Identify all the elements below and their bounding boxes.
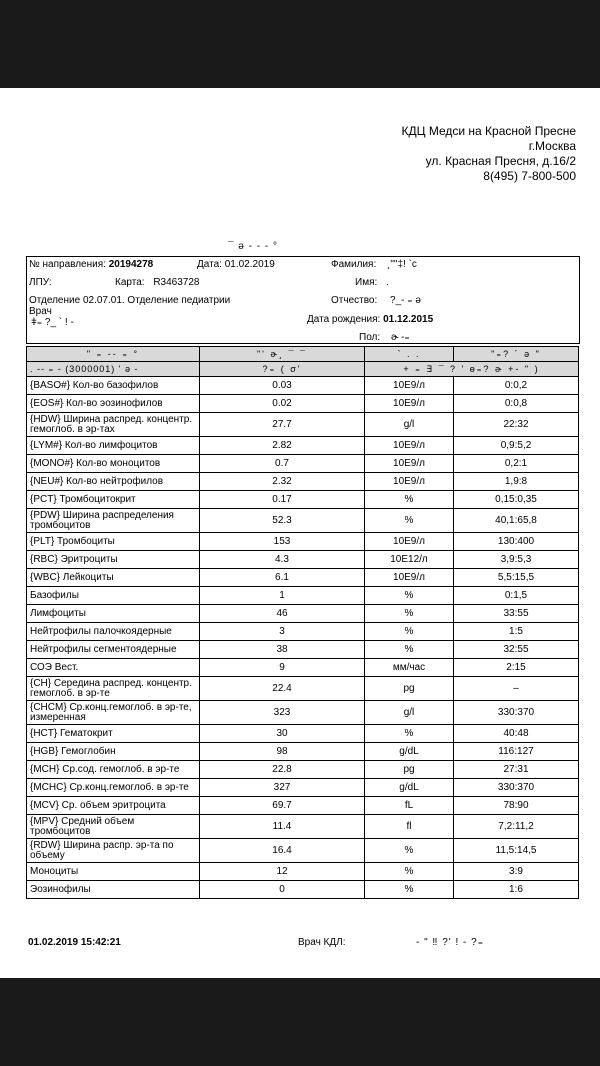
test-name: {MCHC} Ср.конц.гемоглоб. в эр-те [27, 779, 200, 797]
test-value: 153 [200, 533, 365, 551]
test-value: 3 [200, 623, 365, 641]
test-name: {CHCM} Ср.конц.гемоглоб. в эр-те, измеренная [27, 701, 200, 725]
sex-label: Пол: [359, 332, 381, 343]
test-reference: 0:0,2 [454, 377, 579, 395]
sex-value: ɚ -₌ [390, 332, 410, 343]
test-value: 38 [200, 641, 365, 659]
table-row [27, 569, 579, 587]
test-value: 30 [200, 725, 365, 743]
test-unit: % [365, 491, 454, 509]
test-value: 0 [200, 881, 365, 899]
table-row [27, 797, 579, 815]
card-label: Карта: [115, 277, 145, 288]
doctor-label: Врач [29, 306, 52, 317]
table-row [27, 815, 579, 839]
test-reference: 33:55 [454, 605, 579, 623]
test-unit: 10E9/л [365, 569, 454, 587]
test-reference: 2:15 [454, 659, 579, 677]
clinic-phone: 8(495) 7-800-500 [483, 169, 576, 183]
table-row [27, 551, 579, 569]
column-header-result: "' ɚ¸ ¯ ¯ [200, 347, 365, 362]
test-value: 22.8 [200, 761, 365, 779]
test-unit: g/l [365, 413, 454, 437]
test-unit: 10E12/л [365, 551, 454, 569]
test-reference: 40:48 [454, 725, 579, 743]
surname-value: ¸""‡! `c [387, 259, 417, 270]
test-name: Нейтрофилы сегментоядерные [27, 641, 200, 659]
department-value: 02.07.01. Отделение педиатрии [82, 295, 231, 306]
test-value: 52.3 [200, 509, 365, 533]
test-value: 0.7 [200, 455, 365, 473]
patient-header [26, 256, 580, 344]
test-value: 11.4 [200, 815, 365, 839]
table-row [27, 437, 579, 455]
test-name: {PCT} Тромбоцитокрит [27, 491, 200, 509]
table-row [27, 761, 579, 779]
test-unit: g/l [365, 701, 454, 725]
test-name: {BASO#} Кол-во базофилов [27, 377, 200, 395]
clinic-name: КДЦ Медси на Красной Пресне [401, 124, 576, 138]
test-value: 4.3 [200, 551, 365, 569]
test-unit: % [365, 839, 454, 863]
test-value: 12 [200, 863, 365, 881]
test-value: 327 [200, 779, 365, 797]
test-reference: 330:370 [454, 779, 579, 797]
table-row [27, 743, 579, 761]
test-value: 22.4 [200, 677, 365, 701]
test-reference: 5,5:15,5 [454, 569, 579, 587]
test-reference: 78:90 [454, 797, 579, 815]
table-row [27, 641, 579, 659]
doctor-value: ǂ₌ ?_ ` ! - [31, 317, 74, 328]
table-row [27, 509, 579, 533]
test-unit: g/dL [365, 743, 454, 761]
test-name: {HDW} Ширина распред. концентр. гемоглоб. в эр-тах [27, 413, 200, 437]
table-row [27, 701, 579, 725]
lab-doctor-label: Врач КДЛ: [298, 937, 346, 948]
test-name: {MCH} Ср.сод. гемоглоб. в эр-те [27, 761, 200, 779]
test-unit: fl [365, 815, 454, 839]
report-title: ¯ ə - - - ° [228, 241, 278, 252]
test-unit: % [365, 509, 454, 533]
card-value: R3463728 [153, 277, 200, 288]
test-unit: % [365, 605, 454, 623]
test-reference: 11,5:14,5 [454, 839, 579, 863]
table-row [27, 605, 579, 623]
test-name: {MCV} Ср. объем эритроцита [27, 797, 200, 815]
test-value: 2.82 [200, 437, 365, 455]
test-unit: % [365, 725, 454, 743]
patronymic-value: ?_- ₌ ə [390, 295, 421, 306]
table-row [27, 533, 579, 551]
clinic-city: г.Москва [528, 139, 576, 153]
report-page [0, 88, 600, 978]
test-value: 2.32 [200, 473, 365, 491]
test-name: Лимфоциты [27, 605, 200, 623]
test-reference: 3:9 [454, 863, 579, 881]
test-reference: 32:55 [454, 641, 579, 659]
test-reference: 0,15:0,35 [454, 491, 579, 509]
test-unit: мм/час [365, 659, 454, 677]
test-value: 9 [200, 659, 365, 677]
group-title: . -- ₌ - (3000001) ' ə - [27, 362, 200, 377]
table-row [27, 659, 579, 677]
test-name: {NEU#} Кол-во нейтрофилов [27, 473, 200, 491]
name-label: Имя: [355, 277, 378, 288]
test-unit: % [365, 623, 454, 641]
test-unit: pg [365, 677, 454, 701]
test-unit: 10E9/л [365, 473, 454, 491]
test-name: {PDW} Ширина распределения тромбоцитов [27, 509, 200, 533]
test-value: 0.17 [200, 491, 365, 509]
table-row [27, 455, 579, 473]
test-unit: g/dL [365, 779, 454, 797]
report-datetime: 01.02.2019 15:42:21 [28, 937, 121, 948]
direction-value: 20194278 [108, 259, 154, 270]
test-unit: % [365, 641, 454, 659]
table-row [27, 839, 579, 863]
test-name: Нейтрофилы палочкоядерные [27, 623, 200, 641]
test-name: {HCT} Гематокрит [27, 725, 200, 743]
test-reference: 1:6 [454, 881, 579, 899]
test-unit: 10E9/л [365, 395, 454, 413]
results-table [26, 346, 579, 899]
test-name: {RDW} Ширина распр. эр-та по объему [27, 839, 200, 863]
table-row [27, 491, 579, 509]
test-reference: 7,2:11,2 [454, 815, 579, 839]
test-name: {RBC} Эритроциты [27, 551, 200, 569]
test-reference: 0,9:5,2 [454, 437, 579, 455]
test-name: {EOS#} Кол-во эозинофилов [27, 395, 200, 413]
test-reference: 1,9:8 [454, 473, 579, 491]
test-value: 69.7 [200, 797, 365, 815]
table-row [27, 473, 579, 491]
test-value: 1 [200, 587, 365, 605]
test-name: {MPV} Средний объем тромбоцитов [27, 815, 200, 839]
test-unit: 10E9/л [365, 533, 454, 551]
test-value: 16.4 [200, 839, 365, 863]
table-row [27, 377, 579, 395]
date-value: 01.02.2019 [224, 259, 275, 270]
table-header-row [27, 347, 579, 362]
test-unit: % [365, 863, 454, 881]
test-reference: 130:400 [454, 533, 579, 551]
birth-value: 01.12.2015 [383, 314, 434, 325]
table-row [27, 395, 579, 413]
test-reference: 0:0,8 [454, 395, 579, 413]
test-reference: 3,9:5,3 [454, 551, 579, 569]
test-name: {WBC} Лейкоциты [27, 569, 200, 587]
test-name: {LYM#} Кол-во лимфоцитов [27, 437, 200, 455]
test-reference: – [454, 677, 579, 701]
test-unit: 10E9/л [365, 437, 454, 455]
test-name: Базофилы [27, 587, 200, 605]
group-result: ?₌ ( σ' [200, 362, 365, 377]
test-name: СОЭ Вест. [27, 659, 200, 677]
clinic-info [402, 124, 577, 184]
test-reference: 330:370 [454, 701, 579, 725]
test-value: 0.03 [200, 377, 365, 395]
table-row [27, 623, 579, 641]
test-reference: 0,2:1 [454, 455, 579, 473]
table-row [27, 413, 579, 437]
lpu-label: ЛПУ: [29, 277, 52, 288]
test-value: 46 [200, 605, 365, 623]
name-value: . [386, 277, 389, 288]
column-header-reference: "₌? ´ ə " [454, 347, 579, 362]
test-unit: % [365, 881, 454, 899]
table-row [27, 725, 579, 743]
column-header-unit: ` . . [365, 347, 454, 362]
test-name: Эозинофилы [27, 881, 200, 899]
test-unit: fL [365, 797, 454, 815]
column-header-test: " ₌ -- ₌ ° [27, 347, 200, 362]
table-row [27, 779, 579, 797]
test-reference: 40,1:65,8 [454, 509, 579, 533]
date-label: Дата: [197, 259, 222, 270]
test-unit: pg [365, 761, 454, 779]
table-row [27, 863, 579, 881]
test-unit: 10E9/л [365, 455, 454, 473]
test-value: 98 [200, 743, 365, 761]
test-name: {MONO#} Кол-во моноцитов [27, 455, 200, 473]
test-unit: 10E9/л [365, 377, 454, 395]
test-reference: 27:31 [454, 761, 579, 779]
clinic-address: ул. Красная Пресня, д.16/2 [425, 154, 576, 168]
table-group-row [27, 362, 579, 377]
test-name: {PLT} Тромбоциты [27, 533, 200, 551]
patronymic-label: Отчество: [331, 295, 378, 306]
test-value: 6.1 [200, 569, 365, 587]
table-row [27, 587, 579, 605]
test-value: 323 [200, 701, 365, 725]
test-value: 27.7 [200, 413, 365, 437]
test-name: Моноциты [27, 863, 200, 881]
surname-label: Фамилия: [331, 259, 377, 270]
test-reference: 1:5 [454, 623, 579, 641]
test-name: {CH} Середина распред. концентр. гемоглоб. в эр-те [27, 677, 200, 701]
table-row [27, 881, 579, 899]
direction-label: № направления: [29, 259, 106, 270]
lab-doctor-value: - " ‼ ?' ! - ?₌ [416, 937, 484, 948]
table-row [27, 677, 579, 701]
test-unit: % [365, 587, 454, 605]
test-reference: 0:1,5 [454, 587, 579, 605]
birth-label: Дата рождения: [307, 314, 381, 325]
test-name: {HGB} Гемоглобин [27, 743, 200, 761]
test-reference: 116:127 [454, 743, 579, 761]
department-label: Отделение [29, 295, 81, 306]
test-reference: 22:32 [454, 413, 579, 437]
test-value: 0.02 [200, 395, 365, 413]
group-unit-reference: + ₌ ∃ ¯ ? ' ɵ₌? ɚ +- " ) [365, 362, 579, 377]
